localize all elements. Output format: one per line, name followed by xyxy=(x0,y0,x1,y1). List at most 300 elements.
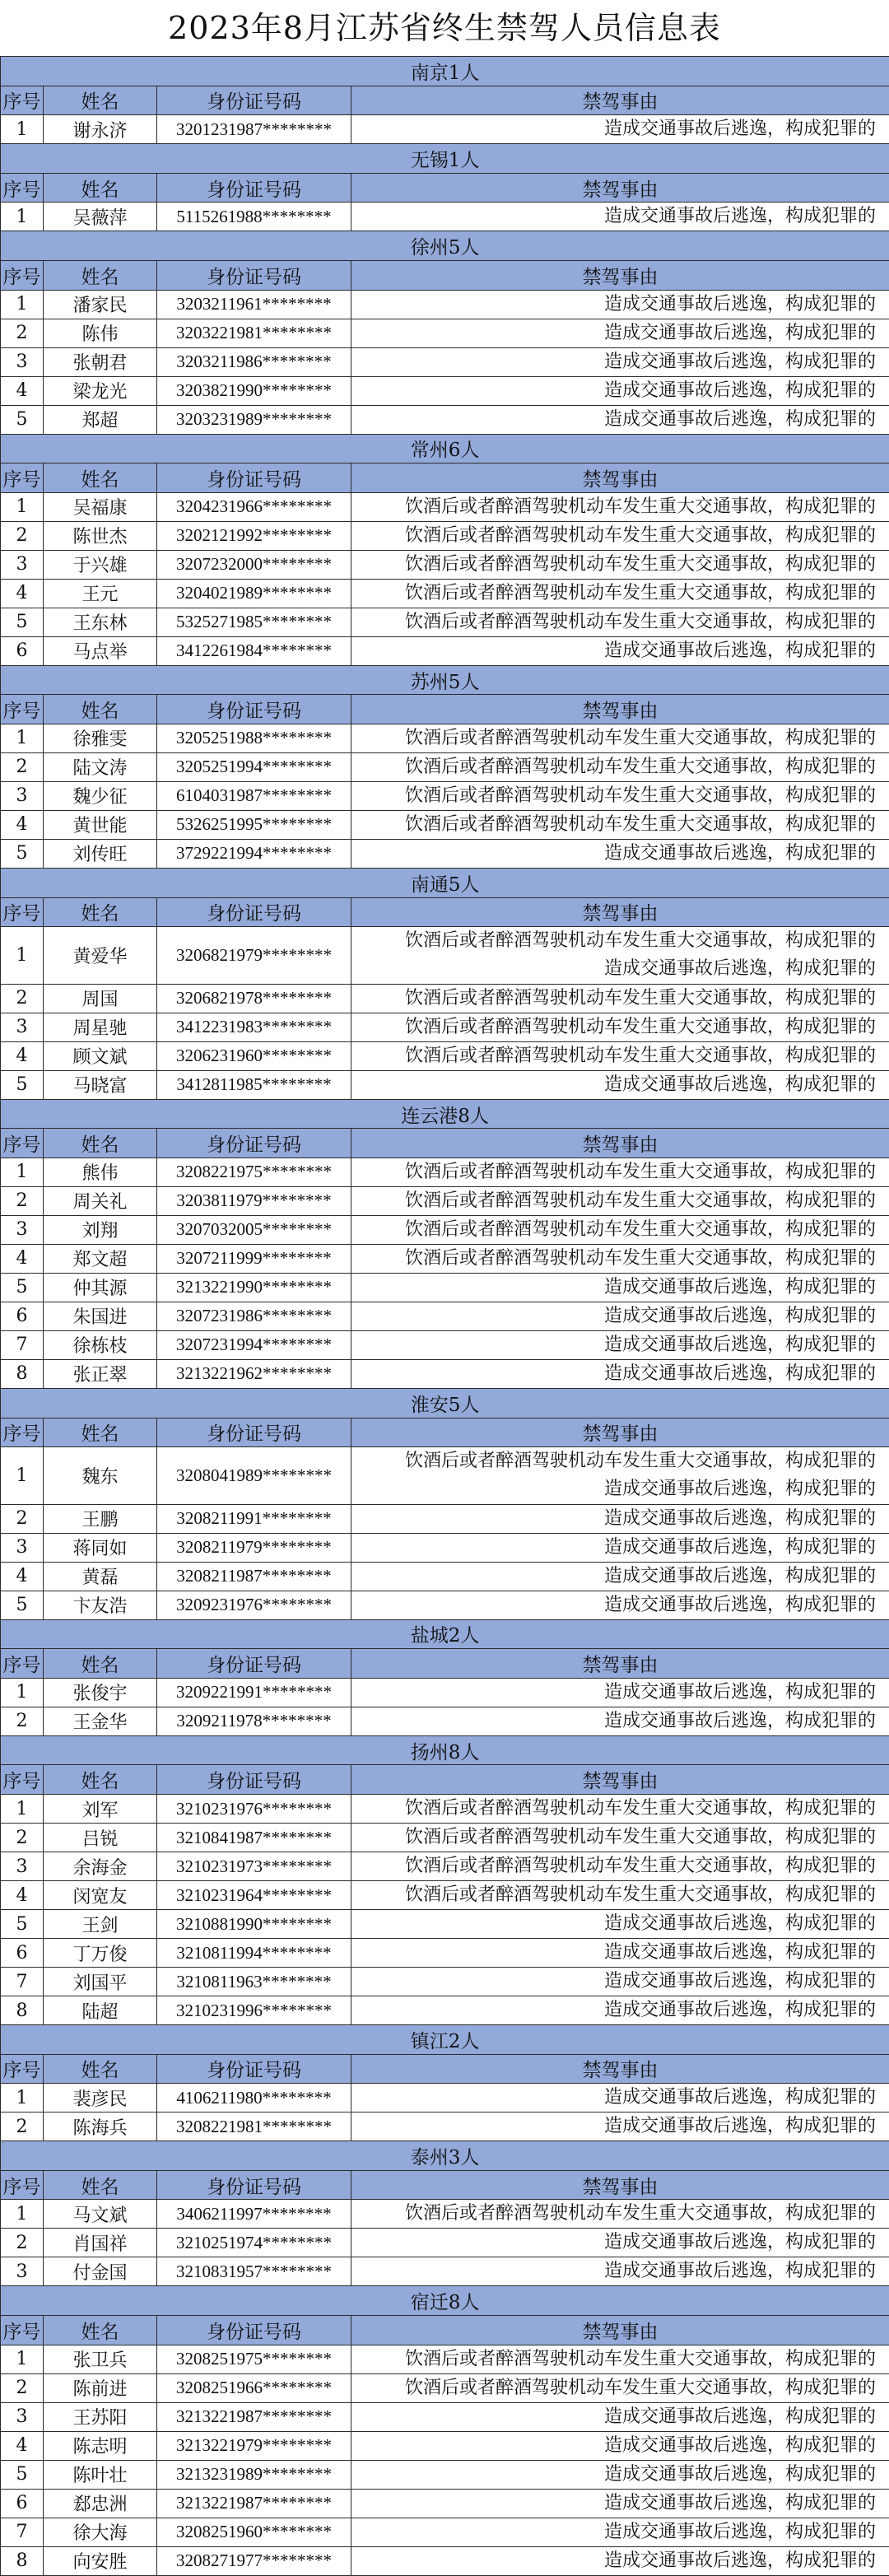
header-name: 姓名 xyxy=(44,2054,157,2084)
reason-line: 造成交通事故后逃逸，构成犯罪的 xyxy=(351,840,876,868)
cell-id: 5326251995******** xyxy=(157,810,351,839)
cell-id: 3213221987******** xyxy=(157,2489,351,2518)
cell-id: 4106211980******** xyxy=(157,2084,351,2113)
header-id: 身份证号码 xyxy=(157,1649,351,1679)
reason-line: 饮酒后或者醉酒驾驶机动车发生重大交通事故，构成犯罪的 xyxy=(351,493,876,521)
reason-line: 饮酒后或者醉酒驾驶机动车发生重大交通事故，构成犯罪的 xyxy=(351,2374,876,2402)
table-row xyxy=(1,1158,889,1186)
cell-id: 5115261988******** xyxy=(157,203,351,231)
cell-no: 2 xyxy=(1,2373,44,2402)
header-name: 姓名 xyxy=(44,86,157,115)
header-reason: 禁驾事由 xyxy=(351,1765,889,1795)
header-name: 姓名 xyxy=(44,463,157,493)
table-row xyxy=(1,781,889,810)
cell-id: 3210811963******** xyxy=(157,1968,351,1996)
reason-line: 造成交通事故后逃逸，构成犯罪的 xyxy=(351,1331,876,1359)
cell-id: 3206821979******** xyxy=(157,927,351,985)
column-header-row xyxy=(1,86,889,115)
header-reason: 禁驾事由 xyxy=(351,695,889,724)
cell-no: 4 xyxy=(1,2431,44,2460)
table-row xyxy=(1,752,889,781)
cell-id: 3201231987******** xyxy=(157,115,351,144)
section-title-row xyxy=(1,1388,889,1418)
cell-id: 3204021989******** xyxy=(157,579,351,608)
reason-line: 饮酒后或者醉酒驾驶机动车发生重大交通事故，构成犯罪的 xyxy=(351,927,876,955)
cell-reason xyxy=(351,579,889,608)
cell-id: 3208251960******** xyxy=(157,2518,351,2546)
cell-id: 3412261984******** xyxy=(157,636,351,665)
cell-name: 卞友浩 xyxy=(44,1591,157,1619)
cell-no: 6 xyxy=(1,2489,44,2518)
section-title-row xyxy=(1,144,889,174)
cell-reason xyxy=(351,2431,889,2460)
table-row xyxy=(1,319,889,347)
cell-reason xyxy=(351,2460,889,2489)
cell-name: 丁万俊 xyxy=(44,1939,157,1968)
header-no: 序号 xyxy=(1,897,44,927)
cell-name: 仲其源 xyxy=(44,1273,157,1302)
section-title-row xyxy=(1,2141,889,2171)
cell-name: 刘传旺 xyxy=(44,839,157,868)
header-reason: 禁驾事由 xyxy=(351,260,889,290)
cell-no: 4 xyxy=(1,1562,44,1591)
cell-reason xyxy=(351,2489,889,2518)
cell-no: 2 xyxy=(1,2229,44,2257)
cell-reason xyxy=(351,2546,889,2575)
table-row xyxy=(1,2257,889,2286)
table-row xyxy=(1,579,889,608)
cell-name: 马点举 xyxy=(44,636,157,665)
cell-reason xyxy=(351,2373,889,2402)
cell-no: 3 xyxy=(1,2257,44,2286)
column-header-row xyxy=(1,2170,889,2200)
cell-no: 4 xyxy=(1,1881,44,1910)
table-row xyxy=(1,2113,889,2141)
header-no: 序号 xyxy=(1,260,44,290)
cell-no: 2 xyxy=(1,1186,44,1215)
table-row xyxy=(1,984,889,1013)
cell-name: 陈世杰 xyxy=(44,521,157,550)
cell-reason xyxy=(351,1852,889,1881)
cell-id: 3210231976******** xyxy=(157,1795,351,1824)
table-row xyxy=(1,376,889,405)
reason-line: 造成交通事故后逃逸，构成犯罪的 xyxy=(351,377,876,405)
cell-id: 6104031987******** xyxy=(157,781,351,810)
cell-reason xyxy=(351,1215,889,1244)
reason-line: 造成交通事故后逃逸，构成犯罪的 xyxy=(351,1505,876,1533)
cell-id: 3207231994******** xyxy=(157,1330,351,1359)
reason-line: 造成交通事故后逃逸，构成犯罪的 xyxy=(351,1707,876,1735)
reason-line: 造成交通事故后逃逸，构成犯罪的 xyxy=(351,1302,876,1330)
cell-name: 周关礼 xyxy=(44,1186,157,1215)
table-row xyxy=(1,1273,889,1302)
cell-reason xyxy=(351,1910,889,1939)
cell-reason xyxy=(351,1881,889,1910)
header-reason: 禁驾事由 xyxy=(351,2316,889,2345)
cell-id: 3203211986******** xyxy=(157,347,351,376)
header-no: 序号 xyxy=(1,2316,44,2345)
column-header-row xyxy=(1,1418,889,1447)
cell-reason xyxy=(351,376,889,405)
header-name: 姓名 xyxy=(44,695,157,724)
cell-name: 刘翔 xyxy=(44,1215,157,1244)
cell-reason xyxy=(351,319,889,347)
cell-name: 王鹏 xyxy=(44,1504,157,1533)
section-title: 常州6人 xyxy=(1,434,889,463)
column-header-row xyxy=(1,463,889,493)
header-name: 姓名 xyxy=(44,173,157,203)
section-title: 扬州8人 xyxy=(1,1735,889,1765)
cell-id: 3210231973******** xyxy=(157,1852,351,1881)
cell-id: 5325271985******** xyxy=(157,608,351,636)
table-row xyxy=(1,521,889,550)
cell-no: 1 xyxy=(1,927,44,985)
cell-no: 5 xyxy=(1,2460,44,2489)
cell-name: 蒋同如 xyxy=(44,1533,157,1562)
header-name: 姓名 xyxy=(44,2170,157,2200)
header-reason: 禁驾事由 xyxy=(351,1129,889,1158)
cell-id: 3209231976******** xyxy=(157,1591,351,1619)
cell-no: 2 xyxy=(1,1504,44,1533)
reason-line: 造成交通事故后逃逸，构成犯罪的 xyxy=(351,1968,876,1996)
cell-id: 3208041989******** xyxy=(157,1447,351,1505)
cell-reason xyxy=(351,1504,889,1533)
header-no: 序号 xyxy=(1,1649,44,1679)
cell-name: 梁龙光 xyxy=(44,376,157,405)
cell-reason xyxy=(351,1013,889,1041)
section-title: 南京1人 xyxy=(1,57,889,86)
cell-reason xyxy=(351,290,889,319)
cell-reason xyxy=(351,1591,889,1619)
table-row xyxy=(1,927,889,985)
cell-id: 3208251975******** xyxy=(157,2345,351,2373)
table-row xyxy=(1,636,889,665)
cell-id: 3207032005******** xyxy=(157,1215,351,1244)
cell-id: 3208221981******** xyxy=(157,2113,351,2141)
reason-line: 造成交通事故后逃逸，构成犯罪的 xyxy=(351,406,876,434)
cell-id: 3210231996******** xyxy=(157,1996,351,2025)
column-header-row xyxy=(1,695,889,724)
cell-name: 谢永济 xyxy=(44,115,157,144)
cell-name: 陈海兵 xyxy=(44,2113,157,2141)
cell-reason xyxy=(351,2229,889,2257)
reason-line: 造成交通事故后逃逸，构成犯罪的 xyxy=(351,2084,876,2112)
table-row xyxy=(1,1852,889,1881)
cell-name: 张卫兵 xyxy=(44,2345,157,2373)
reason-line: 饮酒后或者醉酒驾驶机动车发生重大交通事故，构成犯罪的 xyxy=(351,1158,876,1186)
column-header-row xyxy=(1,173,889,203)
cell-name: 陆文涛 xyxy=(44,752,157,781)
cell-no: 1 xyxy=(1,115,44,144)
cell-name: 潘家民 xyxy=(44,290,157,319)
cell-no: 1 xyxy=(1,290,44,319)
cell-no: 5 xyxy=(1,1273,44,1302)
table-row xyxy=(1,1881,889,1910)
cell-reason xyxy=(351,927,889,985)
cell-no: 8 xyxy=(1,1359,44,1388)
header-reason: 禁驾事由 xyxy=(351,2170,889,2200)
cell-no: 5 xyxy=(1,405,44,434)
cell-no: 1 xyxy=(1,2084,44,2113)
column-header-row xyxy=(1,897,889,927)
cell-reason xyxy=(351,1186,889,1215)
cell-reason xyxy=(351,1996,889,2025)
table-row xyxy=(1,1504,889,1533)
section-title-row xyxy=(1,1735,889,1765)
cell-reason xyxy=(351,1041,889,1070)
cell-id: 3210881990******** xyxy=(157,1910,351,1939)
cell-name: 陈前进 xyxy=(44,2373,157,2402)
reason-line: 造成交通事故后逃逸，构成犯罪的 xyxy=(351,1679,876,1707)
header-id: 身份证号码 xyxy=(157,86,351,115)
section-title: 宿迁8人 xyxy=(1,2286,889,2316)
cell-reason xyxy=(351,752,889,781)
page-title: 2023年8月江苏省终生禁驾人员信息表 xyxy=(0,0,889,56)
section-title-row xyxy=(1,868,889,897)
table-row xyxy=(1,115,889,144)
section-title-row xyxy=(1,2286,889,2316)
header-id: 身份证号码 xyxy=(157,2054,351,2084)
cell-id: 3207232000******** xyxy=(157,550,351,579)
cell-no: 1 xyxy=(1,1447,44,1505)
table-row xyxy=(1,2345,889,2373)
reason-line: 饮酒后或者醉酒驾驶机动车发生重大交通事故，构成犯罪的 xyxy=(351,522,876,550)
cell-name: 郑超 xyxy=(44,405,157,434)
cell-no: 3 xyxy=(1,1215,44,1244)
cell-id: 3202121992******** xyxy=(157,521,351,550)
table-row xyxy=(1,1591,889,1619)
header-name: 姓名 xyxy=(44,1649,157,1679)
column-header-row xyxy=(1,1649,889,1679)
header-id: 身份证号码 xyxy=(157,2316,351,2345)
section-title: 镇江2人 xyxy=(1,2025,889,2055)
cell-reason xyxy=(351,810,889,839)
reason-line: 造成交通事故后逃逸，构成犯罪的 xyxy=(351,2113,876,2140)
cell-no: 3 xyxy=(1,1013,44,1041)
cell-no: 2 xyxy=(1,1824,44,1852)
cell-name: 肖国祥 xyxy=(44,2229,157,2257)
cell-id: 3203811979******** xyxy=(157,1186,351,1215)
cell-name: 王元 xyxy=(44,579,157,608)
cell-reason xyxy=(351,636,889,665)
reason-line: 饮酒后或者醉酒驾驶机动车发生重大交通事故，构成犯罪的 xyxy=(351,1881,876,1909)
cell-name: 魏少征 xyxy=(44,781,157,810)
cell-name: 徐雅雯 xyxy=(44,724,157,752)
cell-id: 3213231989******** xyxy=(157,2460,351,2489)
cell-reason xyxy=(351,2518,889,2546)
cell-no: 1 xyxy=(1,1795,44,1824)
cell-no: 5 xyxy=(1,1910,44,1939)
reason-line: 造成交通事故后逃逸，构成犯罪的 xyxy=(351,2518,876,2546)
cell-no: 2 xyxy=(1,2113,44,2141)
cell-no: 4 xyxy=(1,1244,44,1273)
reason-line-2: 造成交通事故后逃逸，构成犯罪的 xyxy=(351,955,876,983)
cell-name: 陈伟 xyxy=(44,319,157,347)
cell-no: 3 xyxy=(1,550,44,579)
cell-no: 5 xyxy=(1,1070,44,1099)
cell-reason xyxy=(351,550,889,579)
cell-name: 魏东 xyxy=(44,1447,157,1505)
header-name: 姓名 xyxy=(44,1418,157,1447)
cell-reason xyxy=(351,1562,889,1591)
table-row xyxy=(1,1447,889,1505)
cell-no: 1 xyxy=(1,1158,44,1186)
table-row xyxy=(1,1041,889,1070)
header-id: 身份证号码 xyxy=(157,260,351,290)
section-title-row xyxy=(1,2025,889,2055)
cell-no: 3 xyxy=(1,1533,44,1562)
cell-id: 3208211987******** xyxy=(157,1562,351,1591)
cell-reason xyxy=(351,1244,889,1273)
reason-line: 饮酒后或者醉酒驾驶机动车发生重大交通事故，构成犯罪的 xyxy=(351,1187,876,1215)
cell-id: 3208271977******** xyxy=(157,2546,351,2575)
table-body xyxy=(1,57,889,2576)
section-title: 苏州5人 xyxy=(1,665,889,695)
cell-name: 周星驰 xyxy=(44,1013,157,1041)
cell-name: 王东林 xyxy=(44,608,157,636)
cell-reason xyxy=(351,781,889,810)
cell-reason xyxy=(351,521,889,550)
reason-line: 饮酒后或者醉酒驾驶机动车发生重大交通事故，构成犯罪的 xyxy=(351,608,876,636)
cell-id: 3209211978******** xyxy=(157,1707,351,1735)
table-row xyxy=(1,839,889,868)
reason-line: 造成交通事故后逃逸，构成犯罪的 xyxy=(351,1996,876,2024)
cell-id: 3210841987******** xyxy=(157,1824,351,1852)
reason-line: 饮酒后或者醉酒驾驶机动车发生重大交通事故，构成犯罪的 xyxy=(351,1042,876,1070)
reason-line: 饮酒后或者醉酒驾驶机动车发生重大交通事故，构成犯罪的 xyxy=(351,2345,876,2373)
table-row xyxy=(1,492,889,521)
reason-line: 造成交通事故后逃逸，构成犯罪的 xyxy=(351,1939,876,1967)
cell-reason xyxy=(351,608,889,636)
reason-line: 饮酒后或者醉酒驾驶机动车发生重大交通事故，构成犯罪的 xyxy=(351,985,876,1013)
column-header-row xyxy=(1,1129,889,1158)
cell-no: 8 xyxy=(1,1996,44,2025)
table-row xyxy=(1,1996,889,2025)
reason-line: 饮酒后或者醉酒驾驶机动车发生重大交通事故，构成犯罪的 xyxy=(351,1824,876,1852)
table-row xyxy=(1,1186,889,1215)
cell-name: 张俊宇 xyxy=(44,1678,157,1707)
cell-name: 付金国 xyxy=(44,2257,157,2286)
header-id: 身份证号码 xyxy=(157,1129,351,1158)
cell-name: 马文斌 xyxy=(44,2200,157,2229)
cell-id: 3406211997******** xyxy=(157,2200,351,2229)
table-row xyxy=(1,2489,889,2518)
cell-id: 3210831957******** xyxy=(157,2257,351,2286)
section-title: 无锡1人 xyxy=(1,144,889,174)
cell-name: 陈志明 xyxy=(44,2431,157,2460)
reason-line: 造成交通事故后逃逸，构成犯罪的 xyxy=(351,1071,876,1099)
header-id: 身份证号码 xyxy=(157,897,351,927)
cell-id: 3412231983******** xyxy=(157,1013,351,1041)
table-row xyxy=(1,608,889,636)
reason-line: 造成交通事故后逃逸，构成犯罪的 xyxy=(351,1910,876,1938)
cell-no: 8 xyxy=(1,2546,44,2575)
reason-line: 饮酒后或者醉酒驾驶机动车发生重大交通事故，构成犯罪的 xyxy=(351,1013,876,1041)
reason-line: 造成交通事故后逃逸，构成犯罪的 xyxy=(351,1274,876,1302)
cell-name: 于兴雄 xyxy=(44,550,157,579)
section-title-row xyxy=(1,1099,889,1129)
cell-id: 3213221990******** xyxy=(157,1273,351,1302)
cell-no: 6 xyxy=(1,1302,44,1330)
header-reason: 禁驾事由 xyxy=(351,1649,889,1679)
table-row xyxy=(1,1533,889,1562)
cell-no: 7 xyxy=(1,1968,44,1996)
reason-line: 饮酒后或者醉酒驾驶机动车发生重大交通事故，构成犯罪的 xyxy=(351,1245,876,1273)
table-row xyxy=(1,1910,889,1939)
cell-name: 徐栋枝 xyxy=(44,1330,157,1359)
reason-line-2: 造成交通事故后逃逸，构成犯罪的 xyxy=(351,1475,876,1503)
cell-no: 3 xyxy=(1,1852,44,1881)
section-title-row xyxy=(1,57,889,86)
table-row xyxy=(1,2460,889,2489)
cell-name: 吴福康 xyxy=(44,492,157,521)
table-row xyxy=(1,1013,889,1041)
header-reason: 禁驾事由 xyxy=(351,86,889,115)
cell-name: 黄世能 xyxy=(44,810,157,839)
cell-no: 1 xyxy=(1,203,44,231)
cell-reason xyxy=(351,1795,889,1824)
header-no: 序号 xyxy=(1,2170,44,2200)
cell-no: 6 xyxy=(1,1939,44,1968)
table-row xyxy=(1,1707,889,1735)
cell-no: 1 xyxy=(1,1678,44,1707)
cell-name: 熊伟 xyxy=(44,1158,157,1186)
table-row xyxy=(1,1070,889,1099)
cell-reason xyxy=(351,1158,889,1186)
cell-id: 3213221987******** xyxy=(157,2402,351,2431)
reason-line: 饮酒后或者醉酒驾驶机动车发生重大交通事故，构成犯罪的 xyxy=(351,724,876,752)
reason-line: 造成交通事故后逃逸，构成犯罪的 xyxy=(351,2229,876,2257)
column-header-row xyxy=(1,2316,889,2345)
reason-line: 造成交通事故后逃逸，构成犯罪的 xyxy=(351,2461,876,2489)
table-row xyxy=(1,1215,889,1244)
table-row xyxy=(1,810,889,839)
cell-id: 3203821990******** xyxy=(157,376,351,405)
cell-id: 3729221994******** xyxy=(157,839,351,868)
cell-name: 陆超 xyxy=(44,1996,157,2025)
reason-line: 饮酒后或者醉酒驾驶机动车发生重大交通事故，构成犯罪的 xyxy=(351,753,876,781)
table-row xyxy=(1,1968,889,1996)
cell-id: 3208221975******** xyxy=(157,1158,351,1186)
header-no: 序号 xyxy=(1,86,44,115)
header-name: 姓名 xyxy=(44,1129,157,1158)
cell-name: 郑文超 xyxy=(44,1244,157,1273)
cell-reason xyxy=(351,2084,889,2113)
cell-id: 3208211991******** xyxy=(157,1504,351,1533)
cell-no: 7 xyxy=(1,1330,44,1359)
header-no: 序号 xyxy=(1,1765,44,1795)
table-row xyxy=(1,1562,889,1591)
reason-line: 造成交通事故后逃逸，构成犯罪的 xyxy=(351,115,876,143)
cell-no: 1 xyxy=(1,492,44,521)
table-row xyxy=(1,2229,889,2257)
table-row xyxy=(1,1824,889,1852)
cell-name: 余海金 xyxy=(44,1852,157,1881)
cell-name: 闵宽友 xyxy=(44,1881,157,1910)
cell-reason xyxy=(351,2402,889,2431)
cell-reason xyxy=(351,1824,889,1852)
cell-name: 陈叶壮 xyxy=(44,2460,157,2489)
cell-no: 2 xyxy=(1,1707,44,1735)
cell-no: 4 xyxy=(1,1041,44,1070)
reason-line: 造成交通事故后逃逸，构成犯罪的 xyxy=(351,2490,876,2518)
cell-id: 3213221962******** xyxy=(157,1359,351,1388)
cell-id: 3208251966******** xyxy=(157,2373,351,2402)
reason-line: 饮酒后或者醉酒驾驶机动车发生重大交通事故，构成犯罪的 xyxy=(351,1216,876,1244)
reason-line: 饮酒后或者醉酒驾驶机动车发生重大交通事故，构成犯罪的 xyxy=(351,811,876,839)
reason-line: 饮酒后或者醉酒驾驶机动车发生重大交通事故，构成犯罪的 xyxy=(351,2200,876,2228)
section-title: 盐城2人 xyxy=(1,1619,889,1649)
